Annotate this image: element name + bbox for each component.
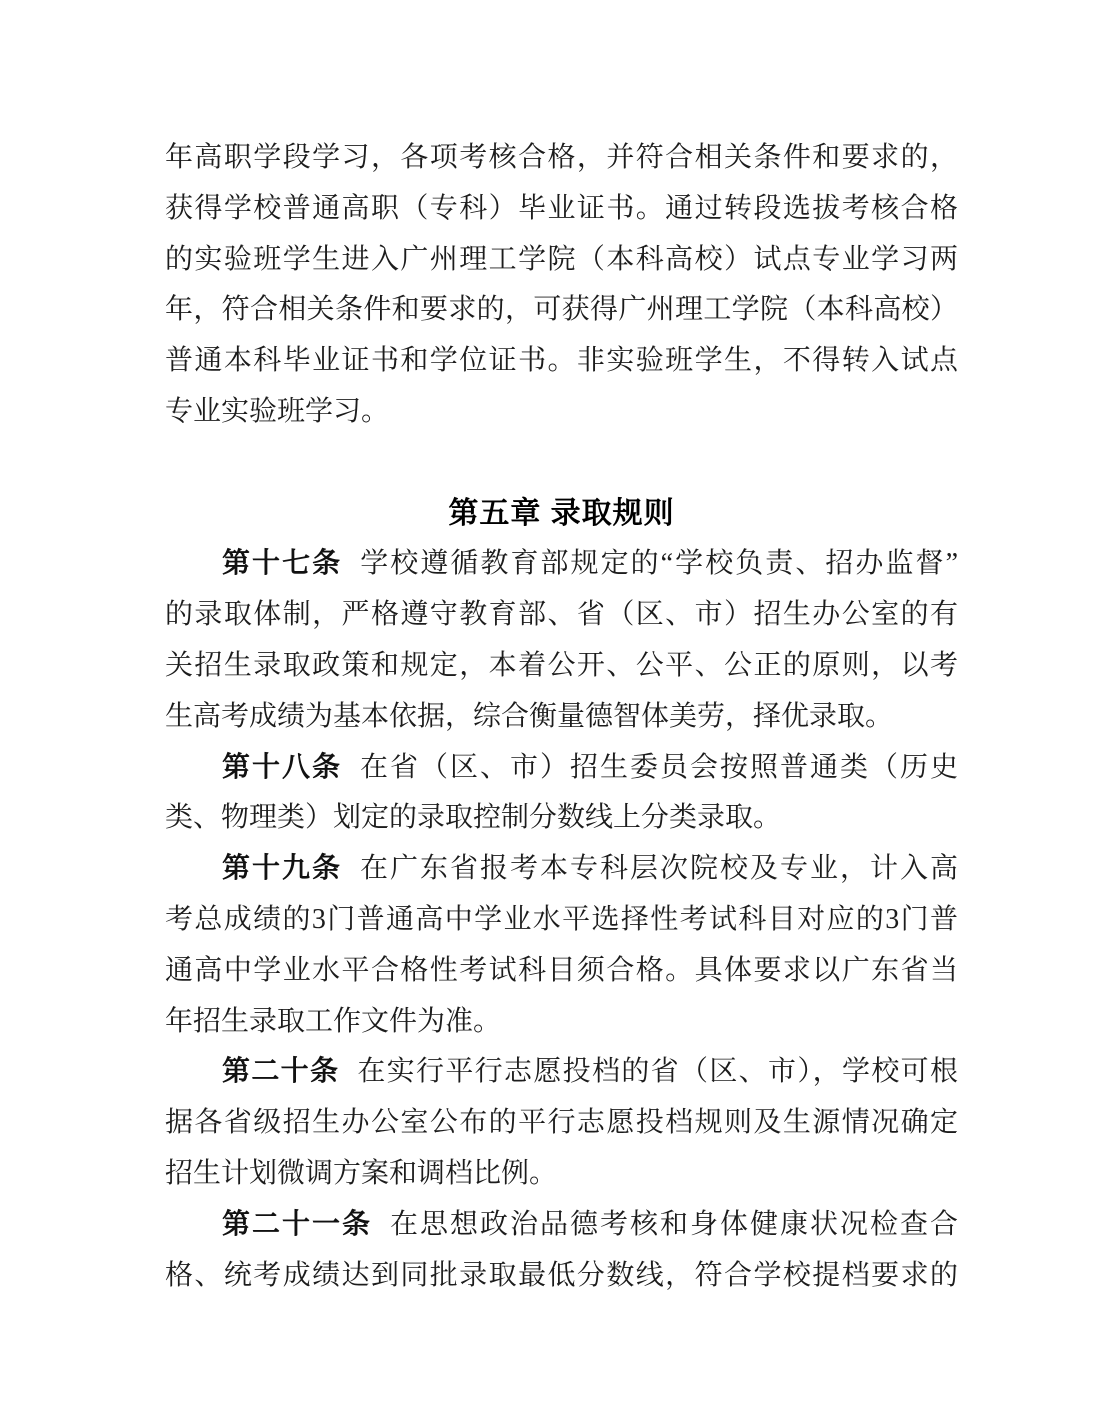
article-line: 关招生录取政策和规定，本着公开、公平、公正的原则，以考 (165, 649, 958, 681)
article-18 (165, 743, 958, 845)
article-17 (165, 539, 958, 742)
intro-line: 年高职学段学习，各项考核合格，并符合相关条件和要求的， (165, 142, 958, 173)
article-line: 类、物理类）划定的录取控制分数线上分类录取。 (165, 802, 782, 834)
article-number: 第二十条 (222, 1056, 340, 1088)
article-line: 通高中学业水平合格性考试科目须合格。具体要求以广东省当 (165, 954, 958, 986)
article-first-line (165, 1200, 958, 1251)
article-first-line (165, 844, 958, 895)
intro-line: 获得学校普通高职（专科）毕业证书。通过转段选拔考核合格 (165, 192, 958, 224)
article-number: 第十七条 (222, 548, 343, 580)
article-line: 考总成绩的3门普通高中学业水平选择性考试科目对应的3门普 (165, 903, 958, 935)
intro-paragraph (165, 133, 958, 438)
article-line: 招生计划微调方案和调档比例。 (165, 1157, 558, 1189)
article-number: 第十九条 (222, 853, 342, 885)
article-text: 学校遵循教育部规定的“学校负责、招办监督” (360, 548, 958, 580)
article-first-line (165, 1047, 958, 1098)
article-number: 第二十一条 (222, 1208, 372, 1240)
document-body (165, 133, 958, 1301)
article-20 (165, 1047, 958, 1199)
article-19 (165, 844, 958, 1047)
article-21 (165, 1200, 958, 1302)
article-text: 在实行平行志愿投档的省（区、市），学校可根 (357, 1056, 958, 1088)
article-line: 的录取体制，严格遵守教育部、省（区、市）招生办公室的有 (165, 599, 958, 631)
intro-line: 的实验班学生进入广州理工学院（本科高校）试点专业学习两 (165, 243, 958, 275)
intro-line: 年，符合相关条件和要求的，可获得广州理工学院（本科高校） (165, 294, 958, 326)
intro-line: 普通本科毕业证书和学位证书。非实验班学生，不得转入试点 (165, 345, 958, 377)
article-line: 格、统考成绩达到同批录取最低分数线，符合学校提档要求的 (165, 1259, 958, 1291)
intro-line: 专业实验班学习。 (165, 395, 390, 427)
chapter-heading: 第五章 录取规则 (448, 496, 675, 530)
article-text: 在思想政治品德考核和身体健康状况检查合 (390, 1208, 958, 1240)
article-text: 在广东省报考本专科层次院校及专业，计入高 (360, 853, 958, 885)
article-first-line (165, 539, 958, 590)
article-line: 据各省级招生办公室公布的平行志愿投档规则及生源情况确定 (165, 1107, 958, 1139)
article-text: 在省（区、市）招生委员会按照普通类（历史 (360, 751, 958, 783)
article-first-line (165, 743, 958, 794)
article-number: 第十八条 (222, 751, 342, 783)
article-line: 年招生录取工作文件为准。 (165, 1005, 502, 1037)
article-line: 生高考成绩为基本依据，综合衡量德智体美劳，择优录取。 (165, 700, 894, 732)
